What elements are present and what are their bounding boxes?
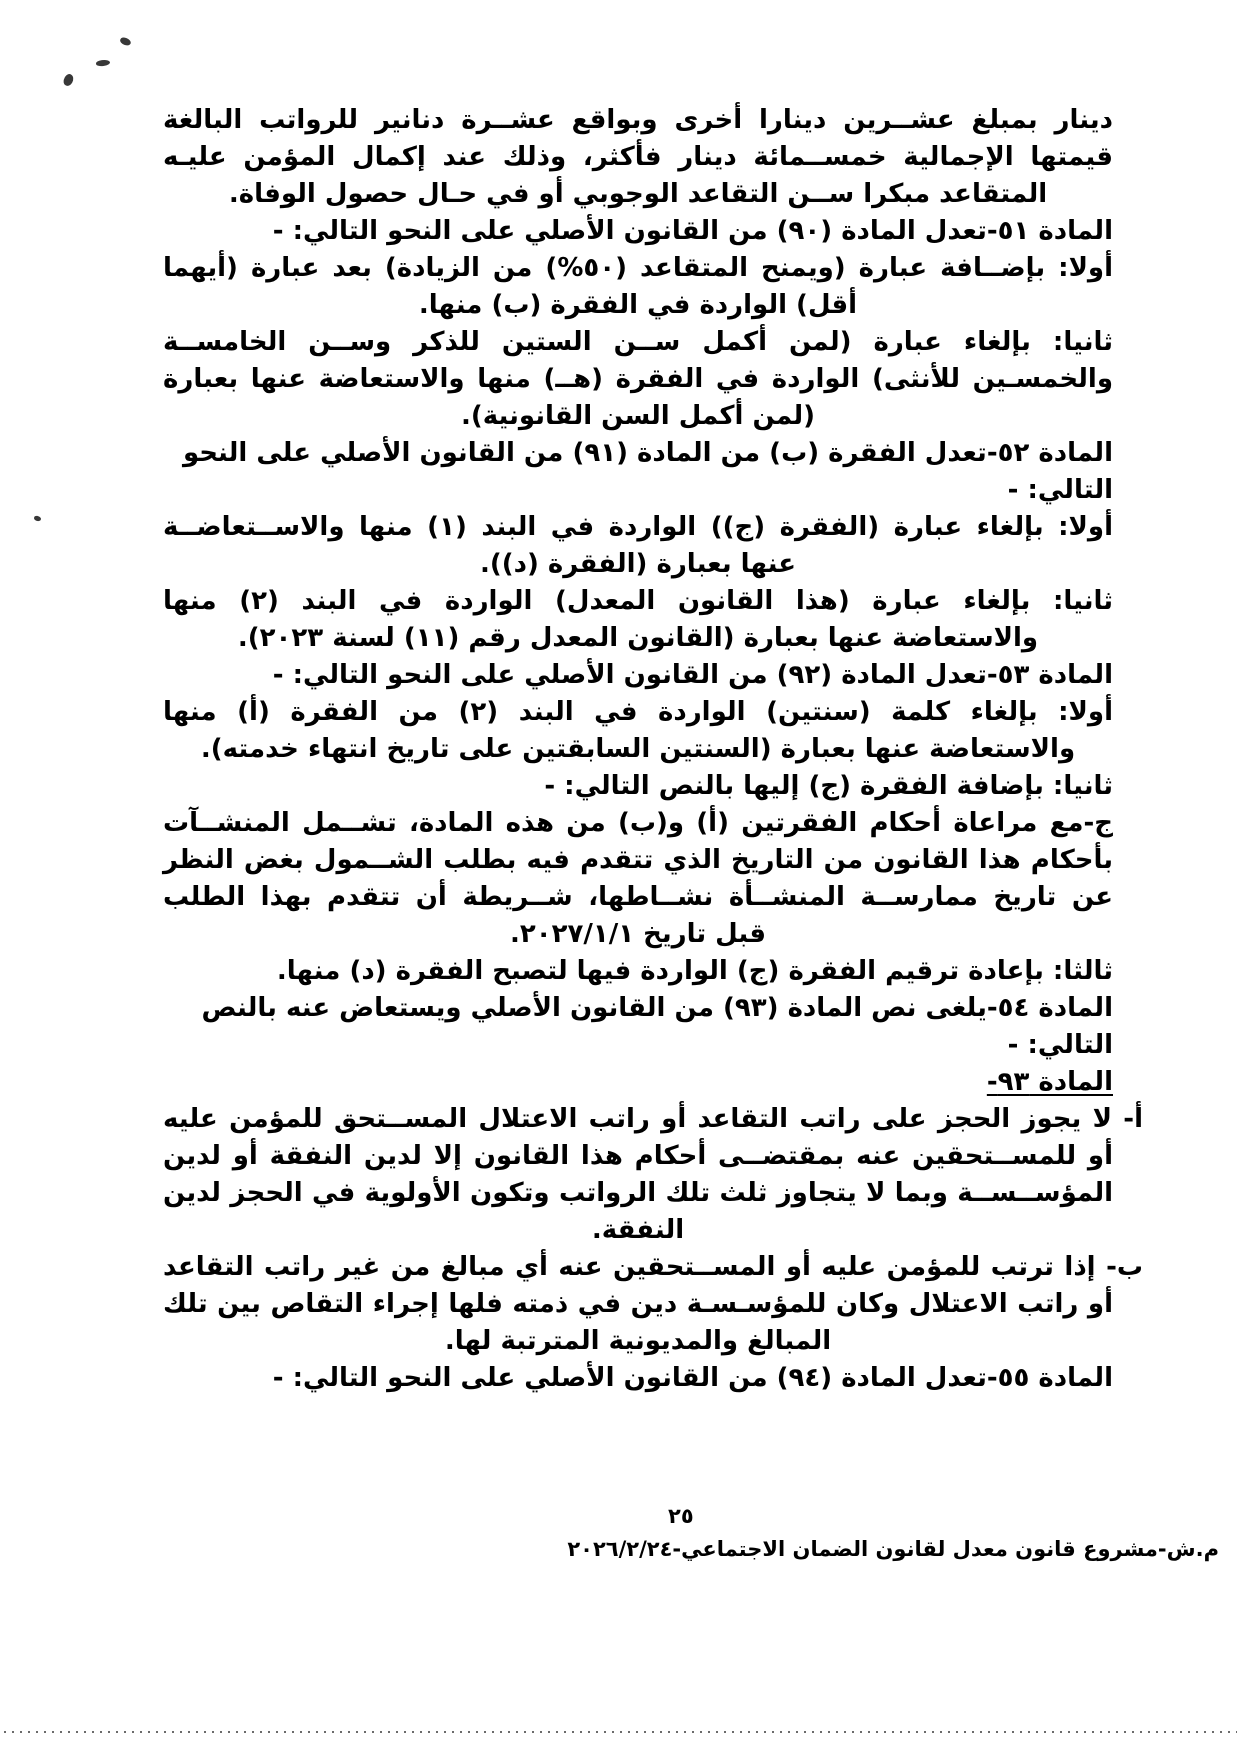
article-93-title: المادة ٩٣-	[986, 1067, 1113, 1097]
article-51-heading: المادة ٥١-تعدل المادة (٩٠) من القانون الأصلي على النحو التالي: -	[272, 216, 1113, 246]
article-53-heading: المادة ٥٣-تعدل المادة (٩٢) من القانون الأصلي على النحو التالي: -	[272, 660, 1113, 690]
article-52-item-first: أولا: بإلغاء عبارة (الفقرة (ج)) الواردة في البند (١) منها والاســتعاضــة عنها بعبارة (الفقرة (د)).	[163, 512, 1113, 579]
article-53-item-second: ثانيا: بإضافة الفقرة (ج) إليها بالنص التالي: -	[544, 771, 1113, 801]
document-text-block	[163, 102, 1143, 1397]
article-55-heading: المادة ٥٥-تعدل المادة (٩٤) من القانون الأصلي على النحو التالي: -	[272, 1363, 1113, 1393]
article-53-item-third: ثالثا: بإعادة ترقيم الفقرة (ج) الواردة فيها لتصبح الفقرة (د) منها.	[276, 956, 1113, 986]
article-93-paragraph-b: ب- إذا ترتب للمؤمن عليه أو المســتحقين عنه أي مبالغ من غير راتب التقاعد أو راتب الاعتلال وكان للمؤسـسـة دين في ذمته فلها إجراء التقاص بين تلك المبالغ والمديونية المترتبة لها.	[163, 1252, 1143, 1356]
article-52-heading: المادة ٥٢-تعدل الفقرة (ب) من المادة (٩١) من القانون الأصلي على النحو التالي: -	[182, 438, 1113, 505]
ink-speck	[62, 73, 76, 88]
footer-note: م.ش-مشروع قانون معدل لقانون الضمان الاجتماعي-٢٠٢٦/٢/٢٤	[567, 1537, 1219, 1561]
article-93-paragraph-a: أ- لا يجوز الحجز على راتب التقاعد أو راتب الاعتلال المســتحق للمؤمن عليه أو للمســتحقين عنه بمقتضــى أحكام هذا القانون إلا لدين النفقة أو لدين المؤســســة وبما لا يتجاوز ثلث تلك الرواتب وتكون الأولوية في الحجز لدين النفقة.	[163, 1104, 1143, 1245]
article-52-item-second: ثانيا: بإلغاء عبارة (هذا القانون المعدل) الواردة في البند (٢) منها والاستعاضة عنها بعبارة (القانون المعدل رقم (١١) لسنة ٢٠٢٣).	[163, 586, 1114, 653]
article-51-item-second: ثانيا: بإلغاء عبارة (لمن أكمل ســن الستين للذكر وســن الخامســة والخمسـين للأنثى) الواردة في الفقرة (هــ) منها والاستعاضة عنها بعبارة (لمن أكمل السن القانونية).	[163, 327, 1113, 431]
article-53-item-first: أولا: بإلغاء كلمة (سنتين) الواردة في البند (٢) من الفقرة (أ) منها والاستعاضة عنها بعبارة (السنتين السابقتين على تاريخ انتهاء خدمته).	[163, 697, 1113, 764]
article-54-heading: المادة ٥٤-يلغى نص المادة (٩٣) من القانون الأصلي ويستعاض عنه بالنص التالي: -	[201, 993, 1113, 1060]
article-53-paragraph-c: ج-مع مراعاة أحكام الفقرتين (أ) و(ب) من هذه المادة، تشــمل المنشــآت بأحكام هذا القانون من التاريخ الذي تتقدم فيه بطلب الشــمول بغض النظر عن تاريخ ممارســة المنشــأة نشــاطها، شــريطة أن تتقدم بهذا الطلب قبل تاريخ ٢٠٢٧/١/١.	[163, 808, 1113, 949]
intro-paragraph: دينار بمبلغ عشــرين دينارا أخرى وبواقع عشــرة دنانير للرواتب البالغة قيمتها الإجمالية خمســمائة دينار فأكثر، وذلك عند إكمال المؤمن عليـه المتقاعد مبكرا ســن التقاعد الوجوبي أو في حـال حصول الوفاة.	[163, 105, 1113, 209]
scan-edge-artifact	[4, 1731, 1237, 1733]
page-number: ٢٥	[668, 1504, 694, 1528]
article-51-item-first: أولا: بإضــافة عبارة (ويمنح المتقاعد (٥٠%) من الزيادة) بعد عبارة (أيهما أقل) الواردة في الفقرة (ب) منها.	[163, 253, 1113, 320]
ink-speck	[96, 59, 111, 67]
ink-speck	[34, 515, 42, 521]
ink-speck	[119, 36, 132, 46]
